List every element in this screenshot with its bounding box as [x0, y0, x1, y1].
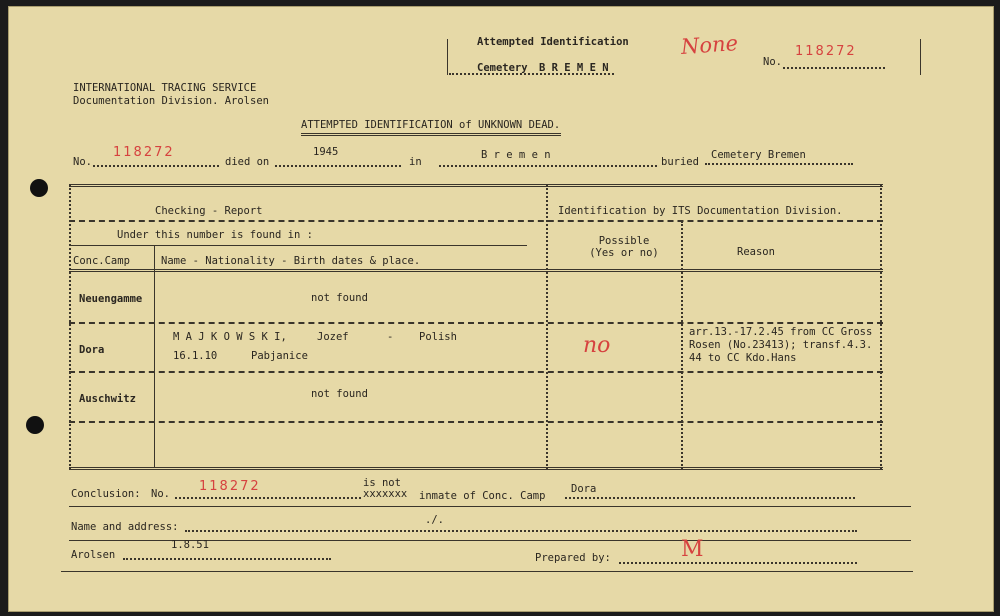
- prepared-by-label: Prepared by:: [535, 552, 611, 564]
- row-1-bottom: [69, 322, 883, 324]
- conclusion-no-value: 118272: [199, 479, 261, 494]
- header-cemetery-value: B R E M E N: [539, 62, 609, 74]
- handwritten-none: None: [680, 31, 739, 59]
- in-dots: [439, 165, 657, 167]
- title-underline: [301, 133, 561, 136]
- table-left-border: [69, 184, 71, 470]
- conclusion-no-label: No.: [151, 488, 170, 500]
- table-header-divider: [69, 220, 883, 222]
- table-reason-divider: [681, 221, 683, 470]
- name-address-label: Name and address:: [71, 521, 179, 533]
- conclusion-label: Conclusion:: [71, 488, 141, 500]
- org-line-1: INTERNATIONAL TRACING SERVICE: [73, 82, 257, 94]
- record-no-value: 118272: [113, 145, 175, 160]
- row-2-surname: M A J K O W S K I,: [173, 331, 287, 343]
- record-no-dots: [93, 165, 219, 167]
- header-box-left-border: [447, 39, 448, 75]
- header-no-label: No.: [763, 56, 782, 68]
- row-2-reason-line-2: Rosen (No.23413); transf.4.3.: [689, 339, 873, 351]
- row-2-nationality: Polish: [419, 331, 457, 343]
- column-reason: Reason: [737, 246, 775, 258]
- place-label: Arolsen: [71, 549, 116, 561]
- row-1-name: not found: [311, 292, 368, 304]
- prepared-by-initial: M: [681, 537, 704, 562]
- name-address-dots: [185, 530, 857, 532]
- document-title: ATTEMPTED IDENTIFICATION of UNKNOWN DEAD.: [301, 119, 561, 131]
- died-on-dots: [275, 165, 401, 167]
- column-conc-camp: Conc.Camp: [73, 255, 130, 267]
- conclusion-camp-dots: [565, 497, 855, 499]
- conclusion-camp: Dora: [571, 483, 597, 495]
- prepared-by-dots: [619, 562, 857, 564]
- column-possible-label: Possible (Yes or no): [589, 235, 659, 259]
- conclusion-divider: [69, 506, 911, 507]
- row-2-birthplace: Pabjanice: [251, 350, 308, 362]
- punch-hole-bottom: [26, 416, 44, 434]
- row-2-reason-line-3: 44 to CC Kdo.Hans: [689, 352, 797, 364]
- in-label: in: [409, 156, 422, 168]
- table-top-border: [69, 184, 883, 187]
- column-possible: [569, 235, 679, 259]
- conclusion-status-struck: xxxxxxx: [363, 488, 408, 500]
- header-box-title: Attempted Identification: [477, 36, 629, 48]
- died-on-value: 1945: [313, 146, 339, 158]
- header-no-dots: [783, 67, 885, 69]
- identification-header: Identification by ITS Documentation Division.: [558, 205, 843, 217]
- header-cemetery-label: Cemetery: [477, 62, 528, 74]
- row-2-dash: -: [387, 331, 394, 343]
- row-1-camp: Neuengamme: [79, 293, 143, 305]
- row-2-firstname: Jozef: [317, 331, 349, 343]
- sub-header-found-in: Under this number is found in :: [117, 229, 313, 241]
- column-name: Name - Nationality - Birth dates & place.: [161, 255, 421, 267]
- row-2-birthdate: 16.1.10: [173, 350, 218, 362]
- row-3-name: not found: [311, 388, 368, 400]
- row-2-possible-no: no: [583, 333, 611, 358]
- header-cemetery-dots: [449, 73, 614, 75]
- org-line-2: Documentation Division. Arolsen: [73, 95, 269, 107]
- buried-dots: [705, 163, 853, 165]
- conclusion-no-dots: [175, 497, 361, 499]
- table-checking-divider: [546, 184, 548, 470]
- buried-label: buried: [661, 156, 699, 168]
- row-2-camp: Dora: [79, 344, 105, 356]
- conclusion-status: is not: [363, 477, 401, 489]
- row-2-bottom: [69, 371, 883, 373]
- died-on-label: died on: [225, 156, 270, 168]
- index-card: [8, 6, 994, 612]
- column-header-bottom: [69, 269, 883, 272]
- date-dots: [123, 558, 331, 560]
- checking-report-header: Checking - Report: [155, 205, 263, 217]
- header-no-value: 118272: [795, 44, 857, 59]
- name-address-value: ./.: [425, 514, 444, 526]
- footer-bottom-line: [61, 571, 913, 572]
- buried-value: Cemetery Bremen: [711, 149, 806, 161]
- conclusion-suffix: inmate of Conc. Camp: [419, 490, 546, 502]
- row-3-bottom: [69, 421, 883, 423]
- in-value: B r e m e n: [481, 149, 551, 161]
- row-2-reason-line-1: arr.13.-17.2.45 from CC Gross: [689, 326, 873, 338]
- date-value: 1.8.51: [171, 539, 209, 551]
- record-no-label: No.: [73, 156, 92, 168]
- header-box-right-border: [920, 39, 921, 75]
- sub-header-underline: [69, 245, 527, 246]
- table-bottom-border: [69, 467, 883, 470]
- table-camp-divider: [154, 245, 155, 467]
- row-3-camp: Auschwitz: [79, 393, 136, 405]
- table-right-border: [880, 184, 882, 470]
- punch-hole-top: [30, 179, 48, 197]
